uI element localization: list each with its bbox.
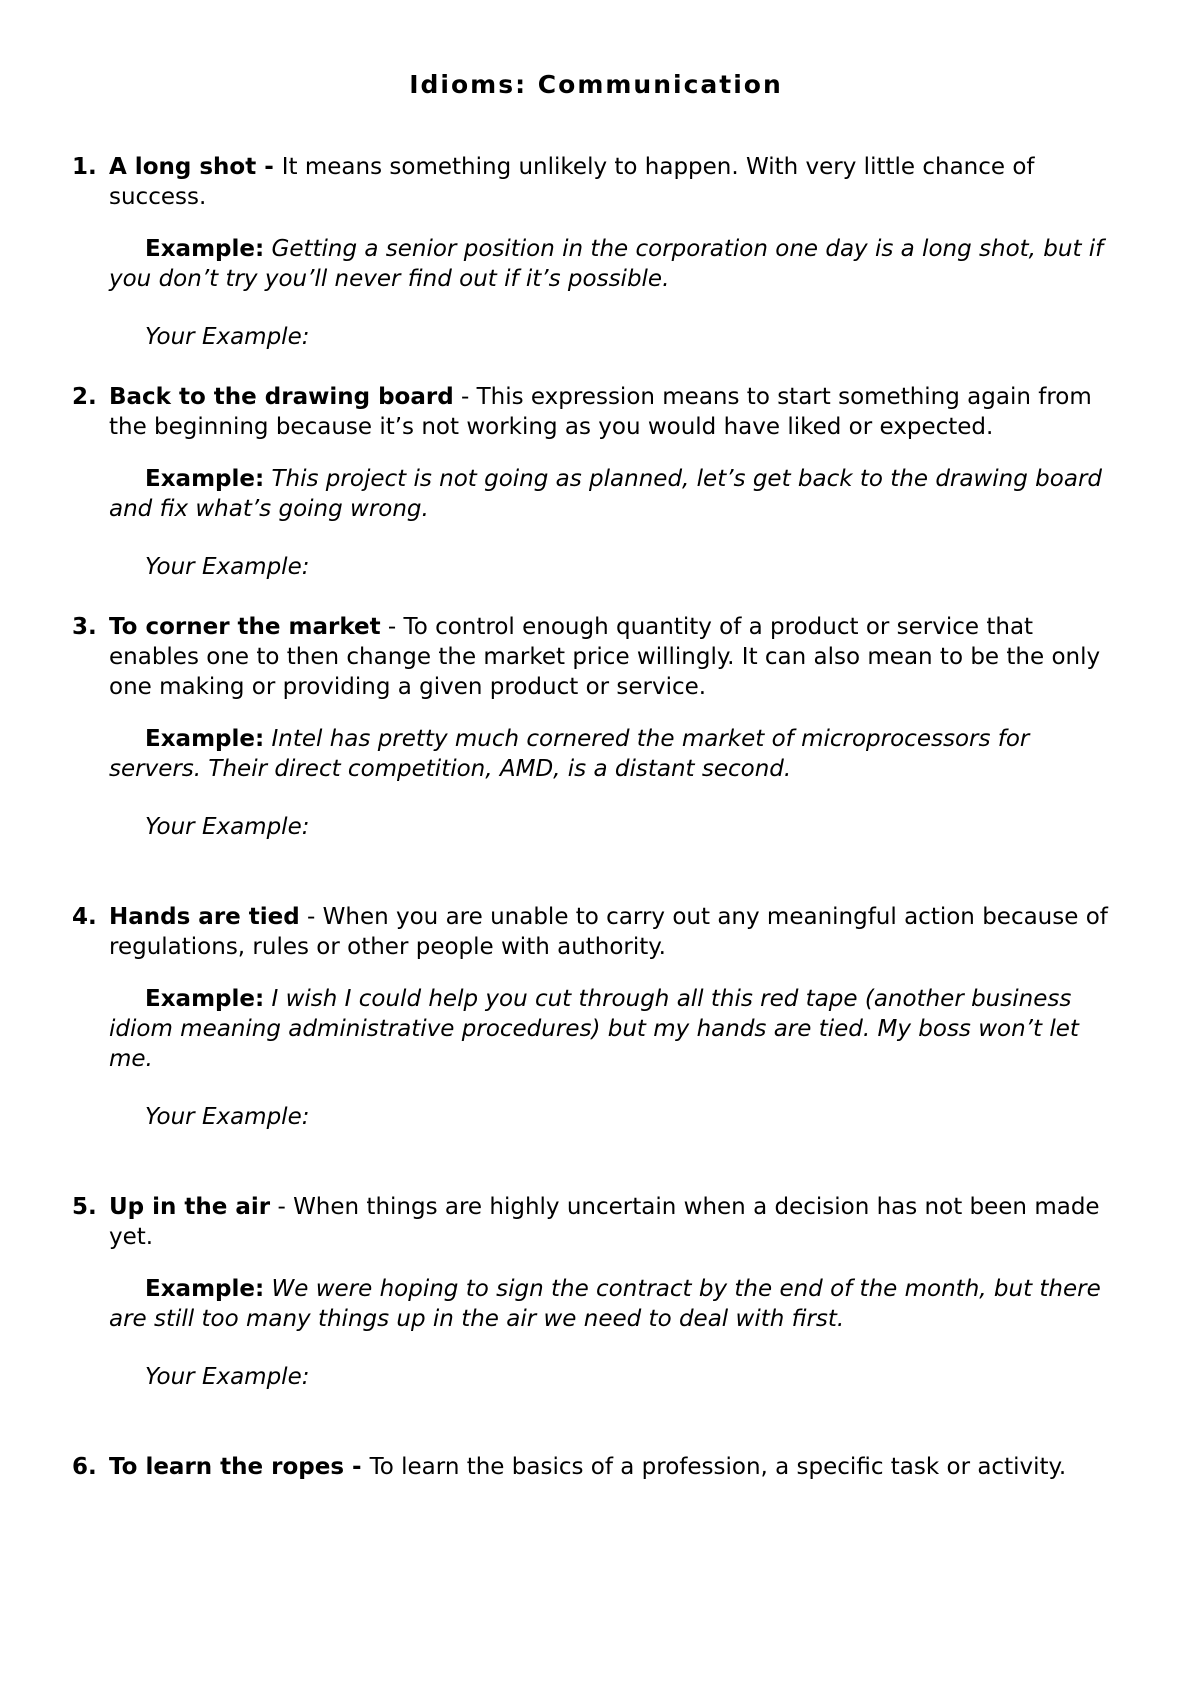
example-block	[109, 984, 1120, 1074]
idiom-item	[72, 1452, 1120, 1482]
idiom-separator: -	[270, 1194, 294, 1220]
example-label: Example:	[145, 466, 265, 492]
idiom-item	[72, 1192, 1120, 1392]
idiom-separator: -	[344, 1454, 370, 1480]
idiom-definition-line	[109, 152, 1120, 212]
idiom-number: 1.	[72, 154, 97, 180]
idiom-separator: -	[256, 154, 282, 180]
example-block	[109, 724, 1120, 784]
idiom-term: To learn the ropes	[109, 1454, 345, 1480]
your-example-label: Your Example:	[145, 324, 310, 350]
idiom-number: 5.	[72, 1194, 97, 1220]
idiom-definition: When things are highly uncertain when a decision has not been made yet.	[109, 1194, 1100, 1250]
idiom-term: Up in the air	[109, 1194, 271, 1220]
idiom-definition-line	[109, 382, 1120, 442]
idiom-definition: To control enough quantity of a product or service that enables one to then change the market price willingly. It can also mean to be the only one making or providing a given product or service.	[109, 614, 1101, 700]
example-label: Example:	[145, 986, 265, 1012]
idiom-number: 6.	[72, 1454, 97, 1480]
idiom-term: To corner the market	[109, 614, 381, 640]
idiom-term: Back to the drawing board	[109, 384, 454, 410]
example-text: This project is not going as planned, let’s get back to the drawing board and fix what’s going wrong.	[109, 466, 1102, 522]
your-example-label: Your Example:	[145, 814, 310, 840]
example-label: Example:	[145, 1276, 265, 1302]
example-block	[109, 234, 1120, 294]
example-text: I wish I could help you cut through all this red tape (another business idiom meaning administrative procedures) but my hands are tied. My boss won’t let me.	[109, 986, 1079, 1072]
example-text: Intel has pretty much cornered the market of microprocessors for servers. Their direct competition, AMD, is a distant second.	[109, 726, 1030, 782]
example-text: Getting a senior position in the corporation one day is a long shot, but if you don’t try you’ll never find out if it’s possible.	[109, 236, 1104, 292]
idiom-number: 3.	[72, 614, 97, 640]
your-example-label: Your Example:	[145, 554, 310, 580]
idiom-separator: -	[299, 904, 323, 930]
example-block	[109, 464, 1120, 524]
idiom-definition-line	[109, 612, 1120, 702]
idiom-item	[72, 152, 1120, 352]
example-text: We were hoping to sign the contract by the end of the month, but there are still too many things up in the air we need to deal with first.	[109, 1276, 1101, 1332]
idiom-definition-line	[109, 902, 1120, 962]
idiom-definition: To learn the basics of a profession, a specific task or activity.	[369, 1454, 1067, 1480]
idiom-item	[72, 902, 1120, 1132]
idiom-separator: -	[380, 614, 404, 640]
idiom-item	[72, 382, 1120, 582]
idiom-term: A long shot	[109, 154, 257, 180]
your-example-label: Your Example:	[145, 1104, 310, 1130]
idiom-item	[72, 612, 1120, 842]
idiom-term: Hands are tied	[109, 904, 300, 930]
idiom-number: 2.	[72, 384, 97, 410]
idiom-definition: When you are unable to carry out any meaningful action because of regulations, rules or other people with authority.	[109, 904, 1108, 960]
idiom-definition: This expression means to start something again from the beginning because it’s not working as you would have liked or expected.	[109, 384, 1092, 440]
idiom-number: 4.	[72, 904, 97, 930]
idiom-definition: It means something unlikely to happen. With very little chance of success.	[109, 154, 1035, 210]
example-label: Example:	[145, 236, 265, 262]
example-label: Example:	[145, 726, 265, 752]
idiom-definition-line	[109, 1192, 1120, 1252]
page-title: Idioms: Communication	[409, 70, 783, 99]
example-block	[109, 1274, 1120, 1334]
idiom-list	[72, 152, 1120, 1482]
idiom-definition-line	[109, 1452, 1120, 1482]
your-example-label: Your Example:	[145, 1364, 310, 1390]
idiom-separator: -	[453, 384, 477, 410]
